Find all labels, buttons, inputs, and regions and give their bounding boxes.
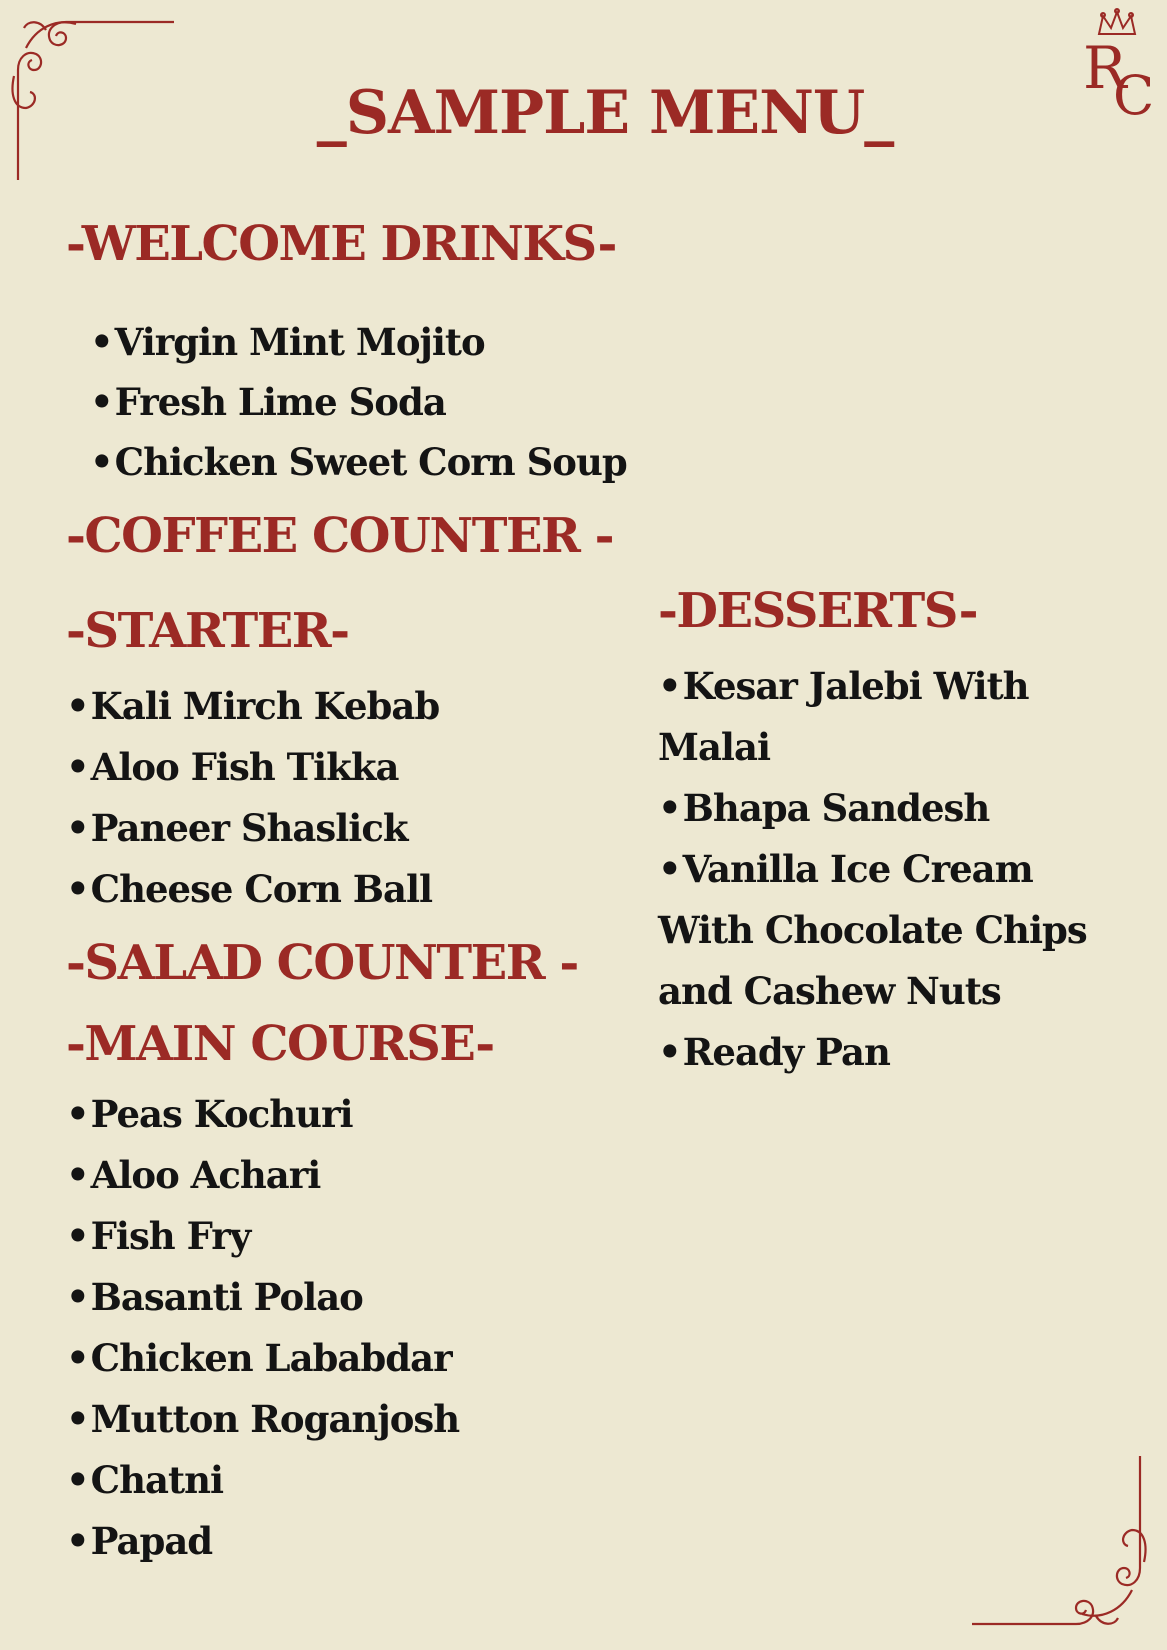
list-item: •Paneer Shaslick [66,806,408,850]
list-item: •Fresh Lime Soda [90,380,446,424]
list-item: •Ready Pan [658,1030,890,1074]
list-item: •Aloo Fish Tikka [66,745,399,789]
section-heading-salad-counter: -SALAD COUNTER - [66,935,578,991]
page-title: _SAMPLE MENU_ [316,78,894,148]
list-item: •Virgin Mint Mojito [90,320,485,364]
list-item: •Vanilla Ice Cream With Chocolate Chips and Cashew Nuts [658,847,1087,1013]
svg-text:C: C [1113,64,1155,121]
svg-text:R: R [1083,34,1127,102]
list-item: •Peas Kochuri [66,1092,353,1136]
list-item: •Aloo Achari [66,1153,321,1197]
corner-flourish-bottom-right-icon [966,1448,1156,1638]
list-item: •Kali Mirch Kebab [66,684,440,728]
section-heading-desserts: -DESSERTS- [658,583,978,639]
list-item: •Chicken Sweet Corn Soup [90,440,627,484]
section-heading-starter: -STARTER- [66,603,349,659]
list-item: •Bhapa Sandesh [658,786,990,830]
section-heading-main-course: -MAIN COURSE- [66,1016,494,1072]
list-item: •Mutton Roganjosh [66,1397,460,1441]
section-heading-welcome-drinks: -WELCOME DRINKS- [66,216,616,272]
list-item: •Papad [66,1519,213,1563]
list-item: •Basanti Polao [66,1275,363,1319]
list-item: •Fish Fry [66,1214,251,1258]
welcome-drinks-list [90,312,627,492]
section-heading-coffee-counter: -COFFEE COUNTER - [66,508,614,564]
desserts-list [658,656,1128,1083]
list-item: •Chicken Lababdar [66,1336,452,1380]
list-item: •Kesar Jalebi With Malai [658,664,1029,769]
starter-list [66,676,439,920]
main-course-list [66,1084,459,1572]
list-item: •Cheese Corn Ball [66,867,433,911]
list-item: •Chatni [66,1458,224,1502]
